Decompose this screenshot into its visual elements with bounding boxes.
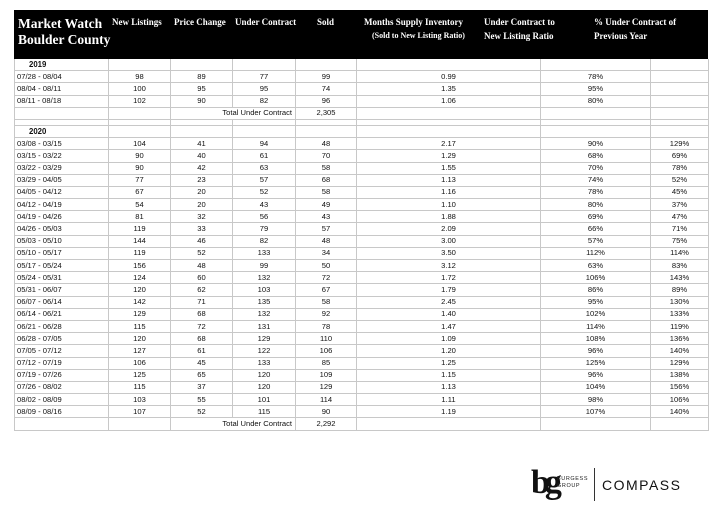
cell-week: 07/26 - 08/02 (15, 381, 109, 393)
cell-sold: 78 (296, 320, 357, 332)
compass-logo: COMPASS (602, 477, 682, 493)
col-header-new-listings (112, 15, 162, 64)
cell-msi: 1.35 (357, 83, 541, 95)
empty-cell (357, 107, 541, 119)
cell-prev: 114% (651, 247, 709, 259)
cell-uc: 52 (233, 186, 296, 198)
cell-prev: 140% (651, 406, 709, 418)
cell-new: 127 (109, 345, 171, 357)
table-row (15, 174, 709, 186)
market-watch-sheet (14, 10, 708, 431)
cell-prev: 136% (651, 333, 709, 345)
table-row (15, 406, 709, 418)
cell-new: 77 (109, 174, 171, 186)
col-header-line2: Previous Year (594, 31, 648, 41)
cell-price: 32 (171, 211, 233, 223)
col-header-line: Months Supply Inventory (364, 17, 464, 27)
cell-week: 03/22 - 03/29 (15, 162, 109, 174)
cell-sold: 85 (296, 357, 357, 369)
cell-new: 106 (109, 357, 171, 369)
cell-prev: 89% (651, 284, 709, 296)
empty-cell (541, 125, 651, 137)
cell-sold: 58 (296, 296, 357, 308)
cell-prev: 37% (651, 199, 709, 211)
cell-msi: 1.47 (357, 320, 541, 332)
cell-msi: 1.06 (357, 95, 541, 107)
cell-new: 120 (109, 333, 171, 345)
cell-price: 23 (171, 174, 233, 186)
cell-price: 37 (171, 381, 233, 393)
cell-week: 08/09 - 08/16 (15, 406, 109, 418)
cell-week: 06/07 - 06/14 (15, 296, 109, 308)
table-row (15, 150, 709, 162)
cell-new: 102 (109, 95, 171, 107)
cell-new: 125 (109, 369, 171, 381)
cell-prev: 75% (651, 235, 709, 247)
cell-new: 103 (109, 394, 171, 406)
cell-new: 98 (109, 71, 171, 83)
cell-prev (651, 71, 709, 83)
cell-sold: 99 (296, 71, 357, 83)
total-label: Total Under Contract (171, 418, 296, 430)
empty-cell (651, 125, 709, 137)
burgess-group-logo: bg (531, 464, 557, 501)
cell-sold: 58 (296, 186, 357, 198)
cell-sold: 110 (296, 333, 357, 345)
cell-uc: 61 (233, 150, 296, 162)
cell-sold: 96 (296, 95, 357, 107)
empty-cell (233, 125, 296, 137)
cell-prev: 140% (651, 345, 709, 357)
cell-prev: 130% (651, 296, 709, 308)
cell-week: 08/11 - 08/18 (15, 95, 109, 107)
cell-price: 52 (171, 406, 233, 418)
cell-uc: 82 (233, 235, 296, 247)
cell-prev: 129% (651, 357, 709, 369)
cell-prev: 52% (651, 174, 709, 186)
total-value: 2,292 (296, 418, 357, 430)
cell-ratio: 95% (541, 296, 651, 308)
total-row (15, 107, 709, 119)
table-row (15, 138, 709, 150)
cell-msi: 1.16 (357, 186, 541, 198)
cell-price: 55 (171, 394, 233, 406)
cell-uc: 120 (233, 369, 296, 381)
table-row (15, 272, 709, 284)
cell-price: 68 (171, 308, 233, 320)
cell-ratio: 102% (541, 308, 651, 320)
cell-ratio: 96% (541, 345, 651, 357)
cell-msi: 1.29 (357, 150, 541, 162)
cell-prev: 106% (651, 394, 709, 406)
cell-msi: 0.99 (357, 71, 541, 83)
cell-new: 129 (109, 308, 171, 320)
empty-cell (109, 418, 171, 430)
report-title-line2: Boulder County (18, 32, 111, 47)
cell-sold: 114 (296, 394, 357, 406)
year-row (15, 125, 709, 137)
cell-price: 72 (171, 320, 233, 332)
cell-sold: 90 (296, 406, 357, 418)
total-label: Total Under Contract (171, 107, 296, 119)
col-header-line: New Listings (112, 17, 162, 27)
cell-sold: 109 (296, 369, 357, 381)
cell-week: 08/02 - 08/09 (15, 394, 109, 406)
total-value: 2,305 (296, 107, 357, 119)
cell-price: 90 (171, 95, 233, 107)
cell-msi: 3.50 (357, 247, 541, 259)
cell-ratio: 68% (541, 150, 651, 162)
year-label: 2019 (15, 59, 109, 71)
cell-week: 04/19 - 04/26 (15, 211, 109, 223)
cell-ratio: 78% (541, 186, 651, 198)
cell-new: 81 (109, 211, 171, 223)
cell-uc: 99 (233, 260, 296, 272)
table-row (15, 247, 709, 259)
cell-new: 67 (109, 186, 171, 198)
logo-divider (594, 468, 595, 501)
cell-week: 04/26 - 05/03 (15, 223, 109, 235)
cell-new: 90 (109, 150, 171, 162)
cell-prev: 129% (651, 138, 709, 150)
cell-ratio: 70% (541, 162, 651, 174)
col-header-line: Sold (317, 17, 335, 27)
col-header-line: Price Change (174, 17, 226, 27)
col-header-line: Under Contract (235, 17, 297, 27)
cell-new: 104 (109, 138, 171, 150)
cell-week: 04/12 - 04/19 (15, 199, 109, 211)
cell-price: 48 (171, 260, 233, 272)
year-label: 2020 (15, 125, 109, 137)
cell-new: 90 (109, 162, 171, 174)
cell-price: 60 (171, 272, 233, 284)
cell-week: 03/29 - 04/05 (15, 174, 109, 186)
cell-ratio: 95% (541, 83, 651, 95)
empty-cell (171, 125, 233, 137)
cell-ratio: 63% (541, 260, 651, 272)
market-data-body (15, 59, 709, 430)
cell-sold: 48 (296, 235, 357, 247)
table-header (14, 10, 708, 59)
cell-price: 52 (171, 247, 233, 259)
cell-prev (651, 95, 709, 107)
cell-ratio: 106% (541, 272, 651, 284)
brand-logos (531, 465, 701, 505)
empty-cell (651, 418, 709, 430)
cell-price: 40 (171, 150, 233, 162)
cell-new: 156 (109, 260, 171, 272)
cell-uc: 43 (233, 199, 296, 211)
col-header-line2: New Listing Ratio (484, 31, 554, 41)
cell-sold: 50 (296, 260, 357, 272)
cell-price: 89 (171, 71, 233, 83)
cell-uc: 82 (233, 95, 296, 107)
cell-price: 65 (171, 369, 233, 381)
report-title-line1: Market Watch (18, 16, 103, 31)
cell-ratio: 86% (541, 284, 651, 296)
cell-uc: 79 (233, 223, 296, 235)
cell-week: 06/21 - 06/28 (15, 320, 109, 332)
cell-price: 42 (171, 162, 233, 174)
cell-msi: 3.00 (357, 235, 541, 247)
cell-sold: 68 (296, 174, 357, 186)
cell-price: 41 (171, 138, 233, 150)
cell-msi: 1.55 (357, 162, 541, 174)
table-row (15, 357, 709, 369)
table-row (15, 199, 709, 211)
cell-ratio: 80% (541, 95, 651, 107)
table-row (15, 260, 709, 272)
table-row (15, 381, 709, 393)
cell-new: 120 (109, 284, 171, 296)
table-row (15, 71, 709, 83)
empty-cell (651, 107, 709, 119)
cell-msi: 1.20 (357, 345, 541, 357)
cell-ratio: 104% (541, 381, 651, 393)
cell-msi: 1.13 (357, 381, 541, 393)
table-row (15, 95, 709, 107)
cell-sold: 67 (296, 284, 357, 296)
cell-uc: 135 (233, 296, 296, 308)
cell-prev: 69% (651, 150, 709, 162)
cell-ratio: 74% (541, 174, 651, 186)
col-header-line: % Under Contract of (594, 17, 677, 27)
cell-new: 124 (109, 272, 171, 284)
table-row (15, 235, 709, 247)
cell-new: 115 (109, 320, 171, 332)
table-row (15, 296, 709, 308)
cell-price: 20 (171, 186, 233, 198)
empty-cell (541, 418, 651, 430)
cell-msi: 1.88 (357, 211, 541, 223)
cell-sold: 49 (296, 199, 357, 211)
cell-uc: 131 (233, 320, 296, 332)
cell-uc: 77 (233, 71, 296, 83)
cell-new: 144 (109, 235, 171, 247)
empty-cell (357, 418, 541, 430)
cell-ratio: 96% (541, 369, 651, 381)
cell-msi: 1.15 (357, 369, 541, 381)
cell-week: 03/08 - 03/15 (15, 138, 109, 150)
cell-msi: 1.13 (357, 174, 541, 186)
cell-sold: 48 (296, 138, 357, 150)
cell-week: 05/24 - 05/31 (15, 272, 109, 284)
cell-uc: 129 (233, 333, 296, 345)
cell-week: 08/04 - 08/11 (15, 83, 109, 95)
burgess-group-wordmark (557, 476, 588, 489)
cell-sold: 70 (296, 150, 357, 162)
cell-sold: 34 (296, 247, 357, 259)
cell-msi: 1.25 (357, 357, 541, 369)
col-header-prev-year (594, 15, 676, 64)
cell-prev: 156% (651, 381, 709, 393)
cell-uc: 56 (233, 211, 296, 223)
cell-new: 54 (109, 199, 171, 211)
cell-msi: 2.09 (357, 223, 541, 235)
cell-week: 04/05 - 04/12 (15, 186, 109, 198)
cell-ratio: 112% (541, 247, 651, 259)
cell-ratio: 98% (541, 394, 651, 406)
table-row (15, 186, 709, 198)
cell-sold: 129 (296, 381, 357, 393)
cell-price: 71 (171, 296, 233, 308)
cell-ratio: 125% (541, 357, 651, 369)
cell-sold: 92 (296, 308, 357, 320)
cell-uc: 115 (233, 406, 296, 418)
cell-ratio: 57% (541, 235, 651, 247)
col-header-line: Under Contract to (484, 17, 555, 27)
burgess-text: BURGESS (557, 476, 589, 482)
empty-cell (109, 125, 171, 137)
cell-uc: 132 (233, 272, 296, 284)
cell-uc: 133 (233, 357, 296, 369)
cell-week: 07/05 - 07/12 (15, 345, 109, 357)
cell-week: 05/17 - 05/24 (15, 260, 109, 272)
table-row (15, 369, 709, 381)
report-title (18, 16, 110, 65)
cell-ratio: 66% (541, 223, 651, 235)
cell-week: 05/03 - 05/10 (15, 235, 109, 247)
market-data-table (14, 59, 709, 431)
cell-msi: 1.40 (357, 308, 541, 320)
empty-cell (357, 125, 541, 137)
cell-prev: 83% (651, 260, 709, 272)
cell-uc: 94 (233, 138, 296, 150)
cell-week: 05/31 - 06/07 (15, 284, 109, 296)
cell-uc: 120 (233, 381, 296, 393)
cell-uc: 103 (233, 284, 296, 296)
cell-new: 115 (109, 381, 171, 393)
cell-new: 119 (109, 247, 171, 259)
table-row (15, 162, 709, 174)
cell-prev (651, 83, 709, 95)
cell-week: 05/10 - 05/17 (15, 247, 109, 259)
col-header-under-contract (235, 15, 296, 64)
col-header-subline: (Sold to New Listing Ratio) (372, 31, 465, 40)
col-header-sold (317, 15, 334, 64)
cell-msi: 1.19 (357, 406, 541, 418)
cell-prev: 133% (651, 308, 709, 320)
cell-week: 07/28 - 08/04 (15, 71, 109, 83)
cell-msi: 1.11 (357, 394, 541, 406)
cell-ratio: 108% (541, 333, 651, 345)
cell-ratio: 69% (541, 211, 651, 223)
cell-price: 62 (171, 284, 233, 296)
cell-price: 46 (171, 235, 233, 247)
cell-week: 06/14 - 06/21 (15, 308, 109, 320)
cell-uc: 57 (233, 174, 296, 186)
empty-cell (109, 107, 171, 119)
table-row (15, 394, 709, 406)
cell-prev: 143% (651, 272, 709, 284)
cell-uc: 122 (233, 345, 296, 357)
cell-week: 03/15 - 03/22 (15, 150, 109, 162)
empty-cell (296, 125, 357, 137)
cell-prev: 47% (651, 211, 709, 223)
cell-prev: 45% (651, 186, 709, 198)
total-row (15, 418, 709, 430)
table-row (15, 211, 709, 223)
empty-cell (15, 418, 109, 430)
cell-prev: 138% (651, 369, 709, 381)
cell-prev: 119% (651, 320, 709, 332)
table-row (15, 308, 709, 320)
cell-uc: 63 (233, 162, 296, 174)
table-row (15, 284, 709, 296)
col-header-uc-ratio (484, 15, 555, 64)
cell-week: 07/19 - 07/26 (15, 369, 109, 381)
cell-new: 119 (109, 223, 171, 235)
cell-sold: 43 (296, 211, 357, 223)
cell-new: 100 (109, 83, 171, 95)
cell-msi: 2.17 (357, 138, 541, 150)
cell-sold: 57 (296, 223, 357, 235)
table-row (15, 320, 709, 332)
cell-prev: 78% (651, 162, 709, 174)
cell-msi: 3.12 (357, 260, 541, 272)
cell-uc: 132 (233, 308, 296, 320)
cell-price: 68 (171, 333, 233, 345)
col-header-months-supply (364, 15, 465, 64)
cell-uc: 101 (233, 394, 296, 406)
cell-msi: 1.10 (357, 199, 541, 211)
cell-new: 142 (109, 296, 171, 308)
cell-sold: 74 (296, 83, 357, 95)
empty-cell (541, 107, 651, 119)
empty-cell (15, 107, 109, 119)
table-row (15, 83, 709, 95)
cell-ratio: 107% (541, 406, 651, 418)
cell-ratio: 80% (541, 199, 651, 211)
cell-price: 61 (171, 345, 233, 357)
cell-new: 107 (109, 406, 171, 418)
cell-uc: 133 (233, 247, 296, 259)
cell-uc: 95 (233, 83, 296, 95)
cell-msi: 1.72 (357, 272, 541, 284)
group-text: GROUP (557, 482, 581, 489)
cell-ratio: 114% (541, 320, 651, 332)
table-row (15, 333, 709, 345)
cell-price: 45 (171, 357, 233, 369)
cell-week: 06/28 - 07/05 (15, 333, 109, 345)
cell-msi: 1.79 (357, 284, 541, 296)
cell-prev: 71% (651, 223, 709, 235)
cell-price: 20 (171, 199, 233, 211)
cell-price: 33 (171, 223, 233, 235)
cell-sold: 72 (296, 272, 357, 284)
cell-sold: 106 (296, 345, 357, 357)
cell-price: 95 (171, 83, 233, 95)
cell-ratio: 78% (541, 71, 651, 83)
cell-msi: 2.45 (357, 296, 541, 308)
cell-ratio: 90% (541, 138, 651, 150)
table-row (15, 223, 709, 235)
table-row (15, 345, 709, 357)
cell-week: 07/12 - 07/19 (15, 357, 109, 369)
col-header-price-change (174, 15, 226, 64)
cell-msi: 1.09 (357, 333, 541, 345)
cell-sold: 58 (296, 162, 357, 174)
